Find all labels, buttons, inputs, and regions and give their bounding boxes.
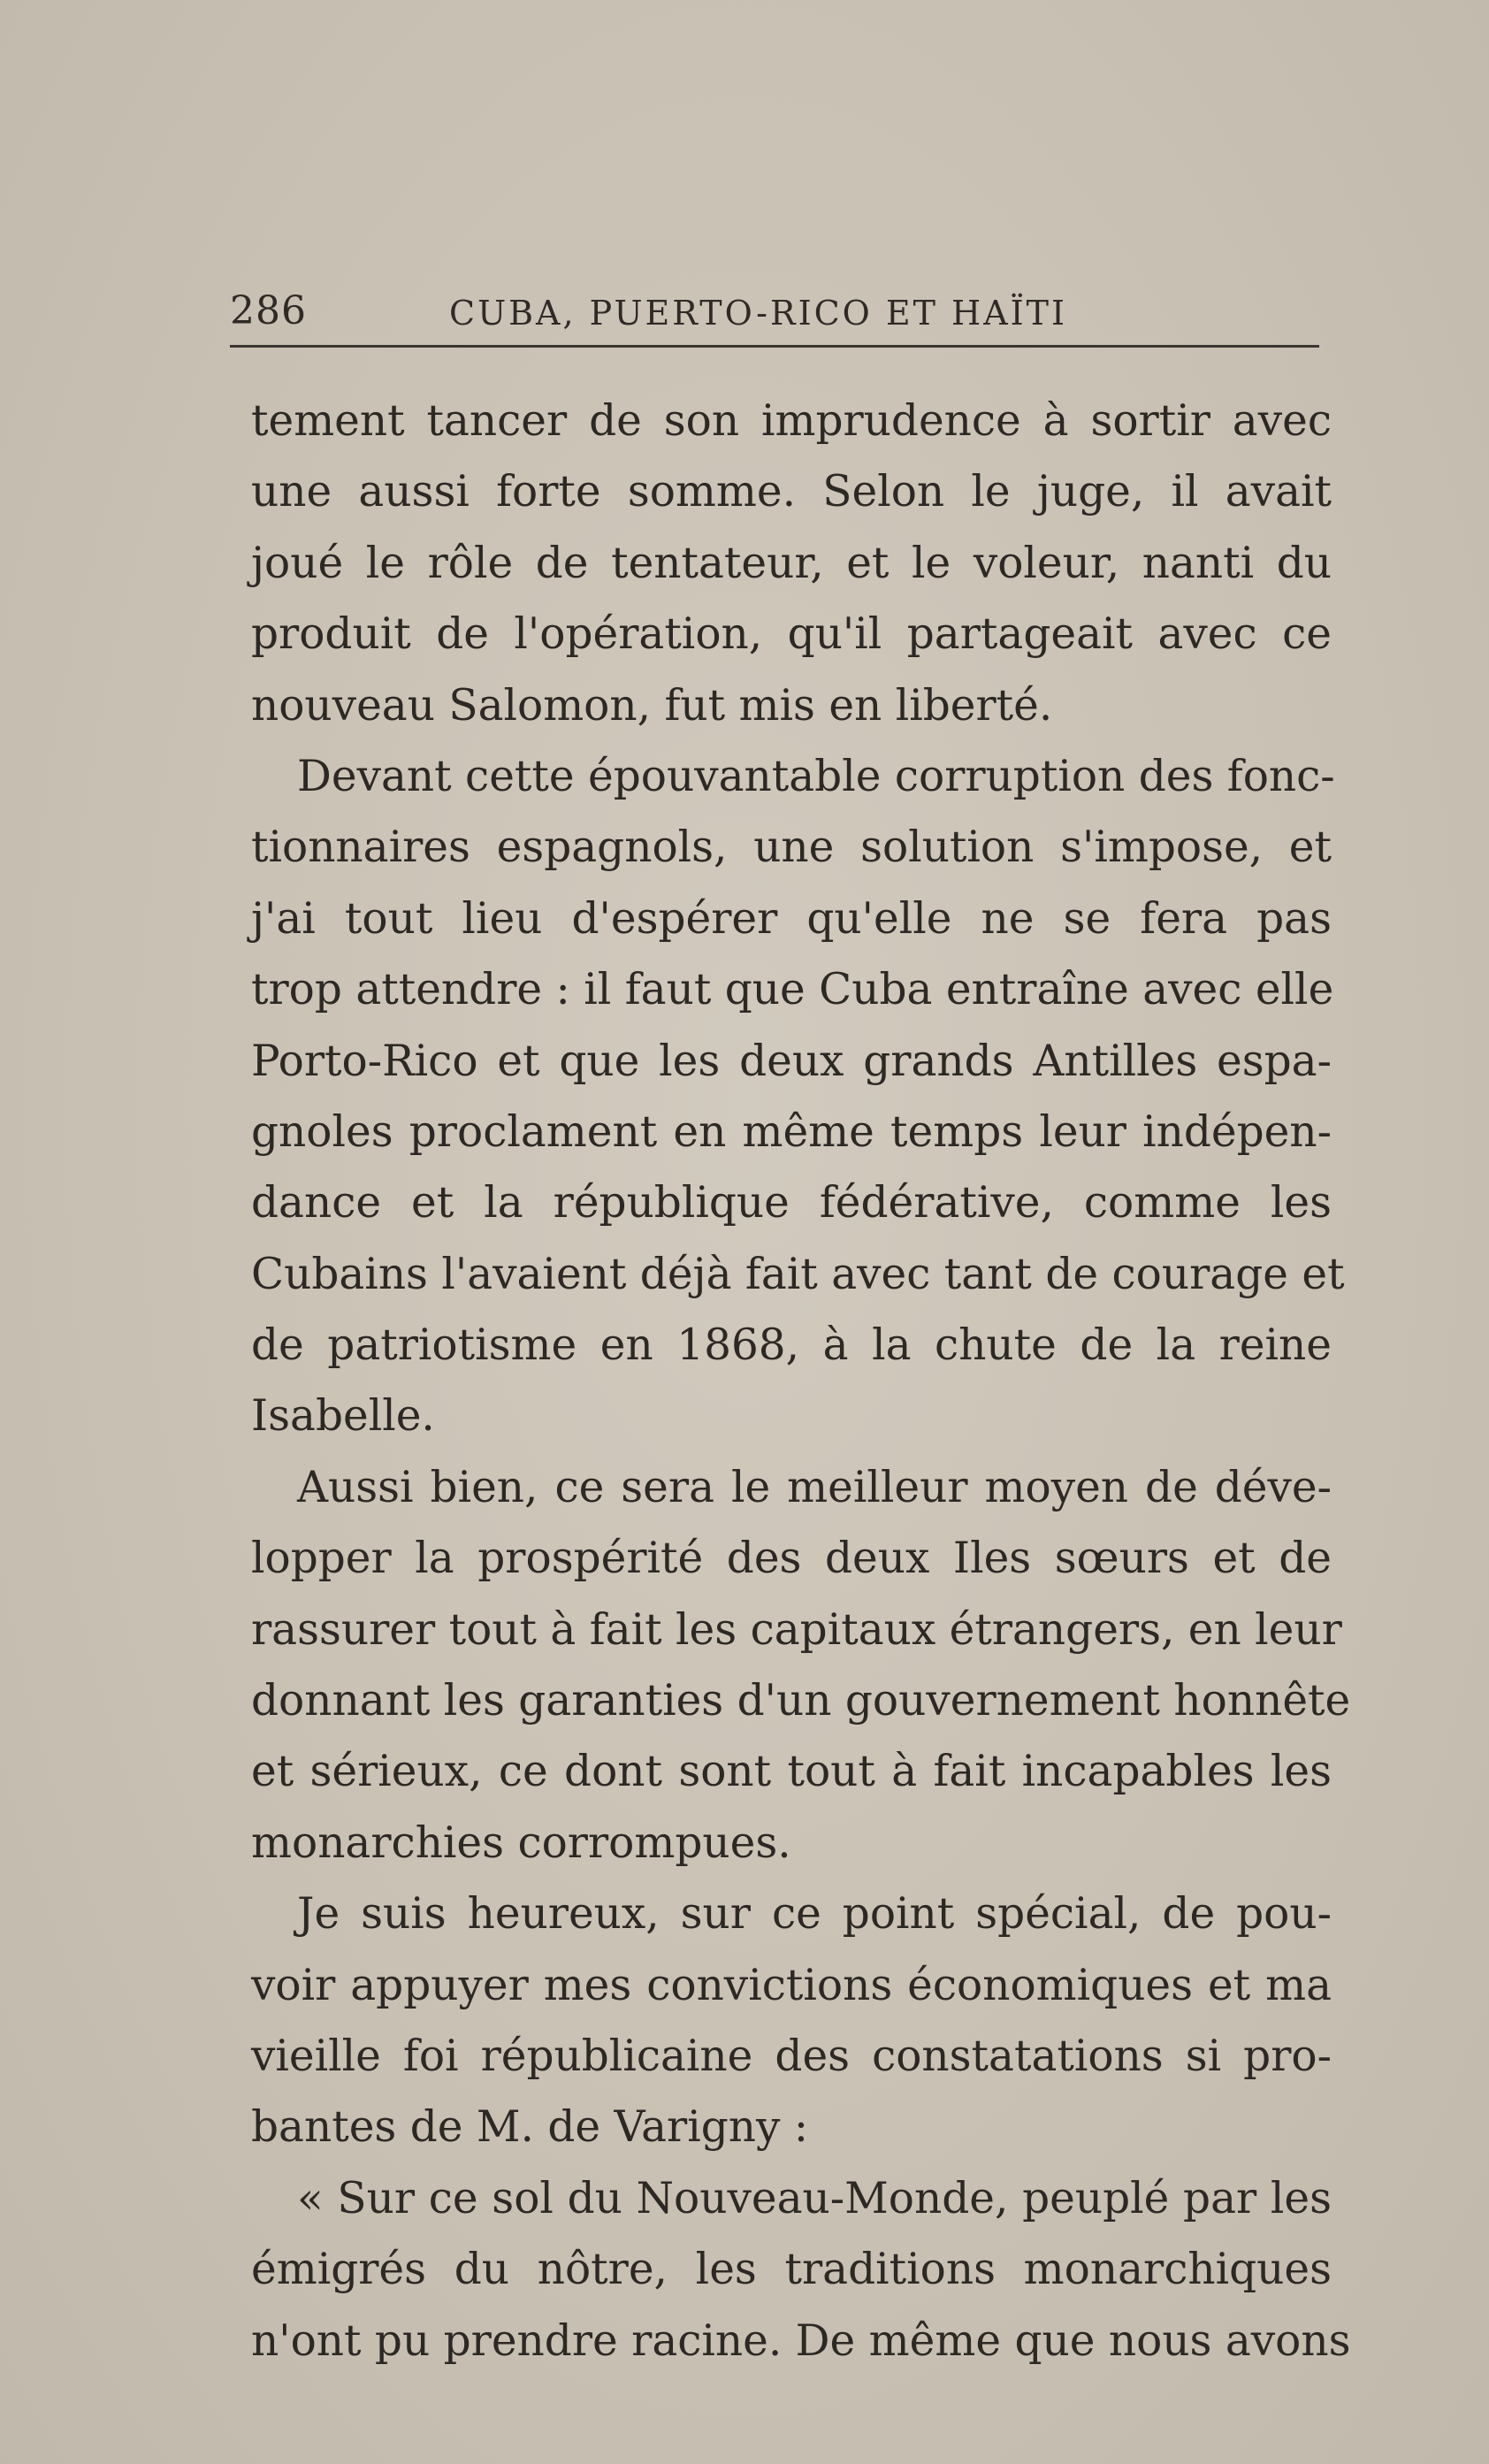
running-title: CUBA, PUERTO-RICO ET HAÏTI [449,294,1068,333]
text-line: tement tancer de son imprudence à sortir avec [251,396,1332,446]
text-line: donnant les garanties d'un gouvernement honnête [251,1676,1351,1726]
text-line: nouveau Salomon, fut mis en liberté. [251,680,1053,731]
text-line: tionnaires espagnols, une solution s'impose, et [251,823,1332,873]
text-line: et sérieux, ce dont sont tout à fait incapables les [251,1747,1332,1797]
page-number: 286 [230,288,307,333]
text-line: trop attendre : il faut que Cuba entraîne avec elle [251,965,1334,1015]
text-line: bantes de M. de Varigny : [251,2102,809,2153]
text-line: Aussi bien, ce sera le meilleur moyen de déve- [297,1462,1332,1512]
text-line: de patriotisme en 1868, à la chute de la reine [251,1320,1332,1371]
text-line: « Sur ce sol du Nouveau-Monde, peuplé par les [297,2173,1332,2223]
text-line: vieille foi républicaine des constatations si pro- [251,2031,1332,2081]
text-line: monarchies corrompues. [251,1817,791,1868]
text-line: n'ont pu prendre racine. De même que nous avons [251,2315,1351,2366]
text-line: une aussi forte somme. Selon le juge, il avait [251,467,1332,517]
text-line: émigrés du nôtre, les traditions monarchiques [251,2245,1332,2295]
text-line: dance et la république fédérative, comme les [251,1178,1332,1228]
text-line: Porto-Rico et que les deux grands Antilles espa- [251,1036,1332,1086]
text-line: voir appuyer mes convictions économiques et ma [251,1960,1332,2010]
text-line: joué le rôle de tentateur, et le voleur, nanti du [251,538,1332,588]
text-line: Devant cette épouvantable corruption des fonc- [297,751,1335,801]
text-line: lopper la prospérité des deux Iles sœurs et de [251,1534,1332,1584]
text-line: produit de l'opération, qu'il partageait avec ce [251,609,1332,660]
text-line: Isabelle. [251,1391,435,1442]
text-line: gnoles proclament en même temps leur indépen- [251,1106,1332,1157]
text-line: Cubains l'avaient déjà fait avec tant de courage et [251,1249,1345,1299]
text-line: rassurer tout à fait les capitaux étrangers, en leur [251,1604,1342,1655]
body-text [251,386,1351,2376]
running-header [230,281,1319,348]
text-line: j'ai tout lieu d'espérer qu'elle ne se fera pas [251,893,1332,944]
text-line: Je suis heureux, sur ce point spécial, de pou- [297,1889,1332,1940]
